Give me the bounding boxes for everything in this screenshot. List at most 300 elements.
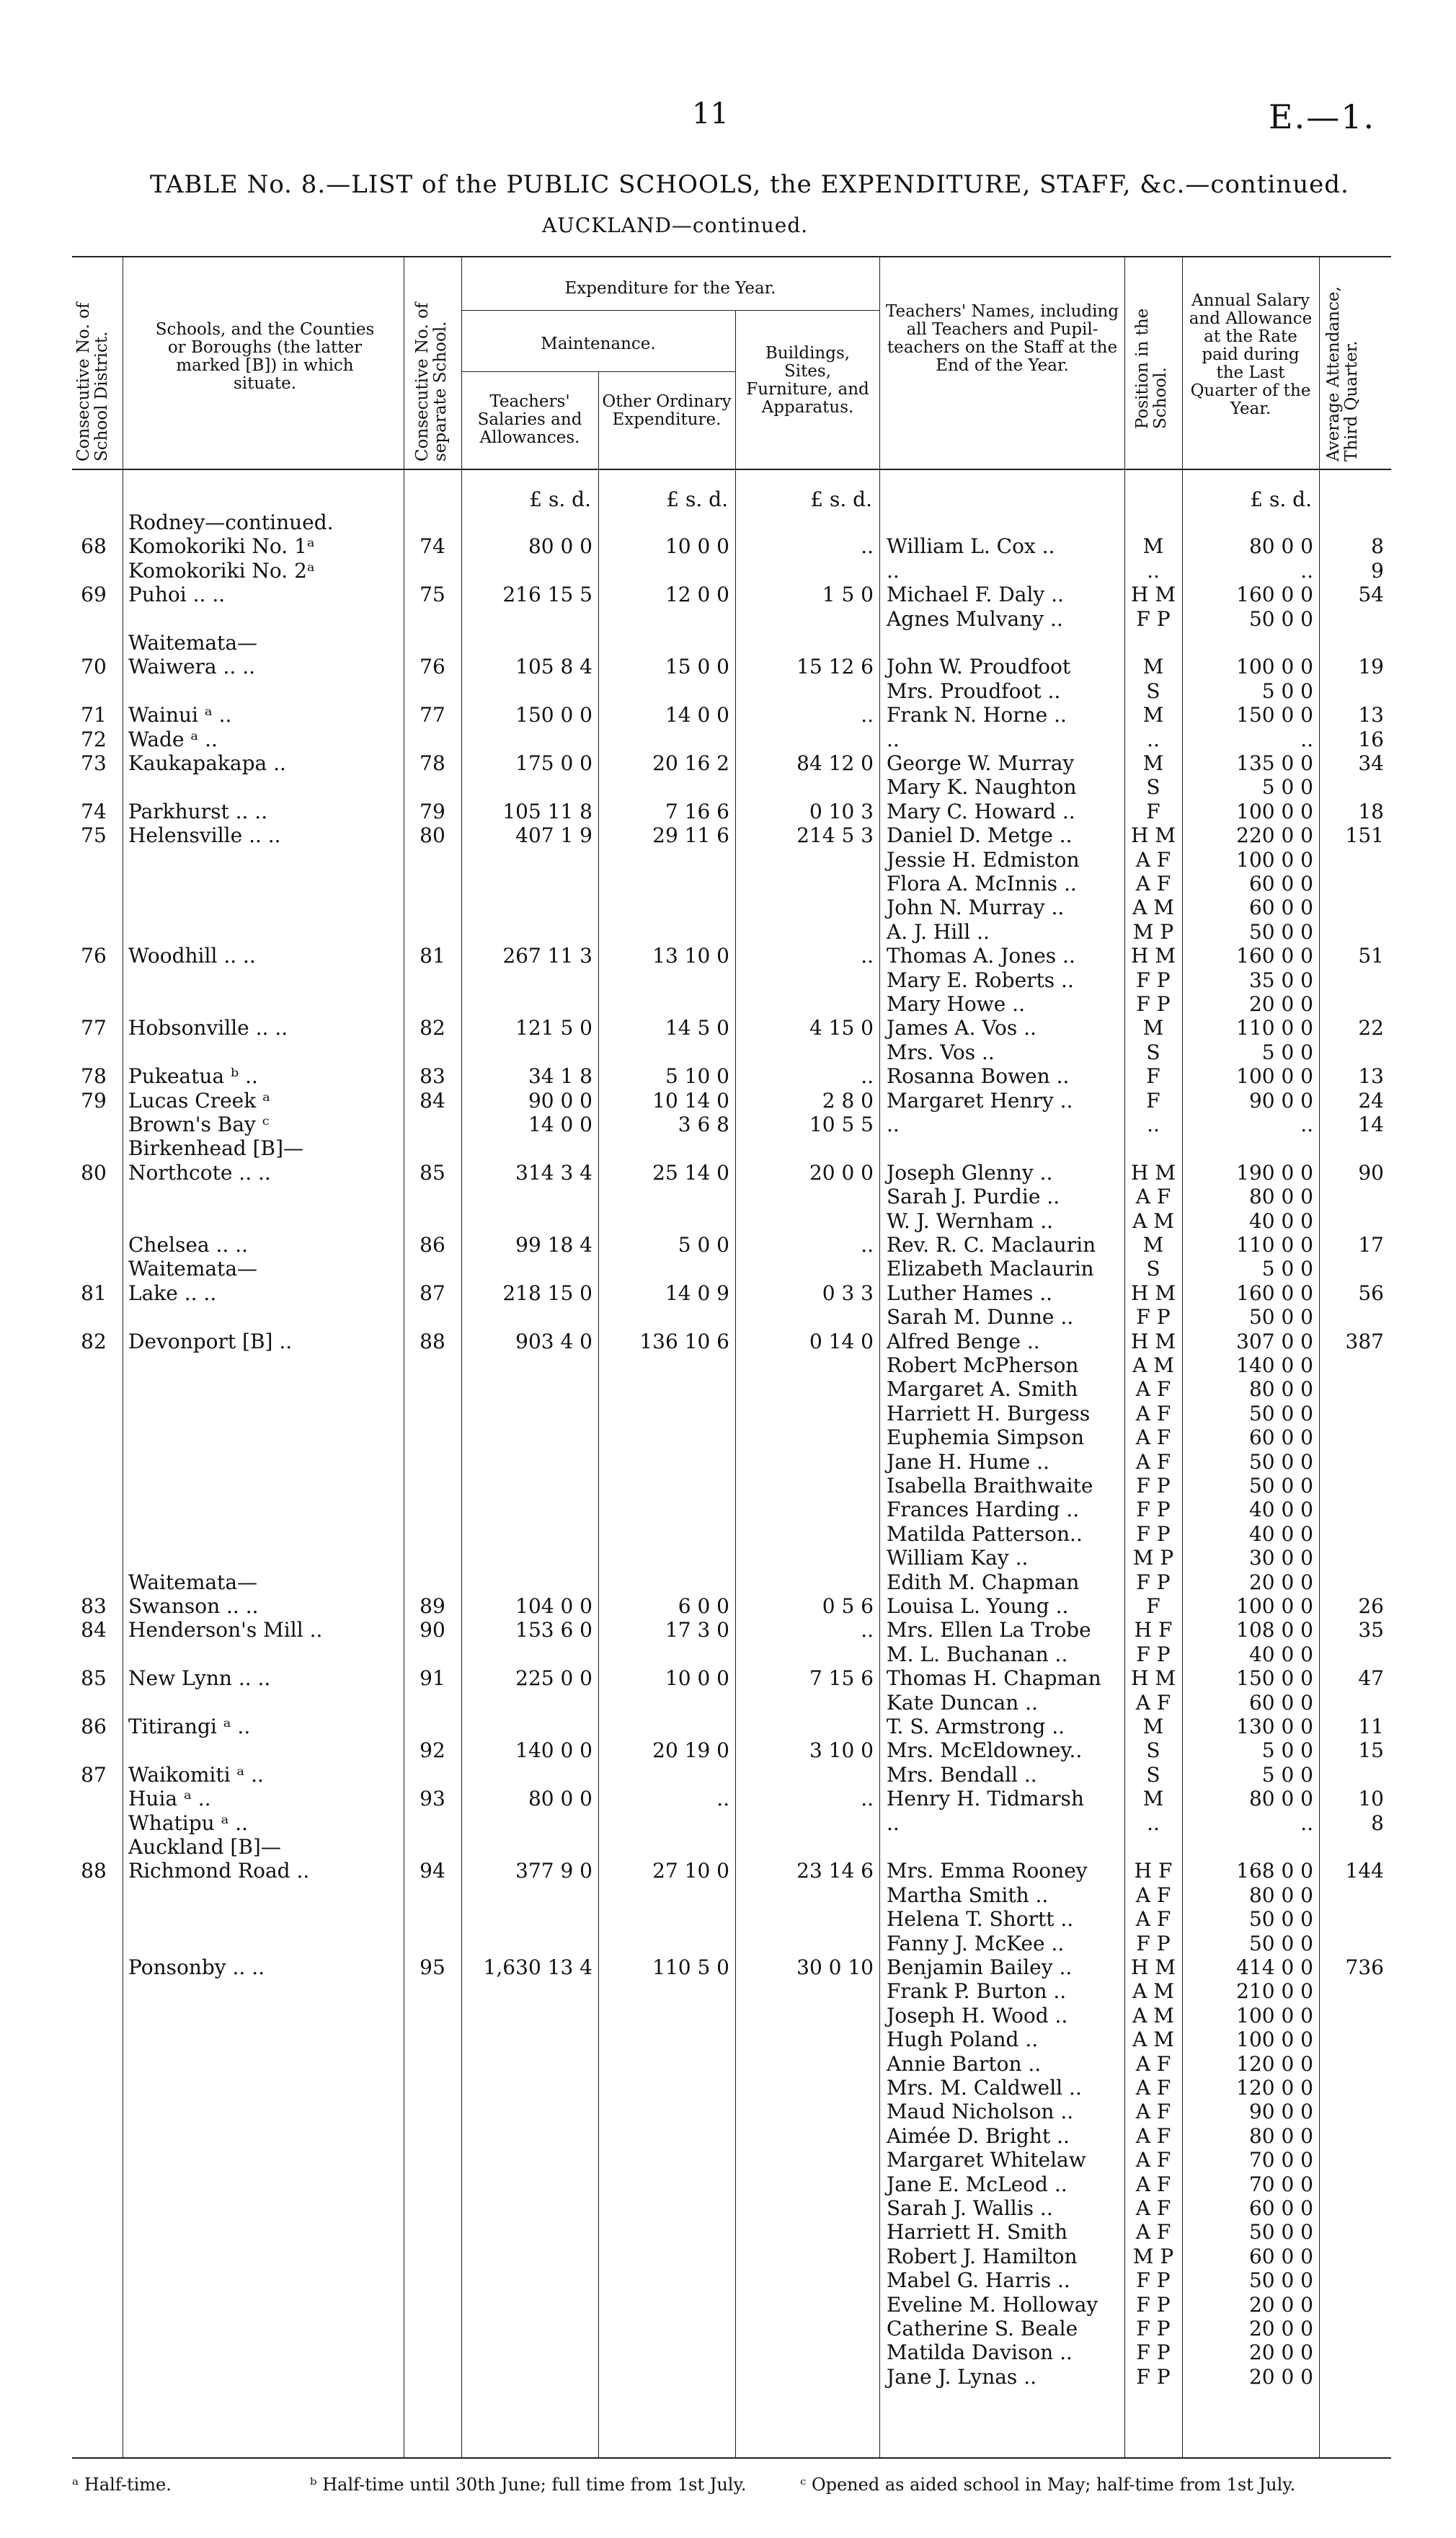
- district-no-cell: 68: [81, 534, 107, 559]
- header-school-no: Consecutive No. of separate School.: [413, 302, 450, 461]
- annual-salary-cell: 60 0 0: [1248, 2196, 1313, 2220]
- position-cell: F P: [1136, 2340, 1171, 2365]
- salaries-cell: 105 11 8: [502, 799, 592, 823]
- annual-salary-cell: 220 0 0: [1236, 823, 1313, 848]
- attendance-cell: 26: [1358, 1594, 1384, 1618]
- teacher-name-cell: ..: [887, 558, 900, 583]
- salaries-cell: 90 0 0: [528, 1088, 592, 1113]
- table-title: TABLE No. 8.—LIST of the PUBLIC SCHOOLS, the EXPENDITURE, STAFF, &c.—continued.: [150, 170, 1349, 199]
- position-cell: F: [1146, 1594, 1160, 1618]
- teacher-name-cell: Margaret Whitelaw: [887, 2148, 1086, 2172]
- school-name-cell: Waiwera .. ..: [128, 655, 256, 679]
- annual-salary-cell: 60 0 0: [1248, 2244, 1313, 2268]
- col-rule: [735, 310, 736, 2457]
- attendance-cell: 8: [1371, 1810, 1384, 1835]
- other-expenditure-cell: 20 16 2: [652, 751, 729, 775]
- buildings-cell: 214 5 3: [796, 823, 874, 848]
- school-name-cell: Lucas Creek ᵃ: [128, 1088, 270, 1113]
- teacher-name-cell: Helena T. Shortt ..: [887, 1907, 1074, 1932]
- other-expenditure-cell: 14 0 0: [665, 703, 729, 728]
- position-cell: F P: [1136, 2364, 1171, 2389]
- school-name-cell: Wade ᵃ ..: [128, 727, 218, 751]
- school-name-cell: Rodney—continued.: [128, 510, 334, 534]
- annual-salary-cell: 307 0 0: [1236, 1329, 1313, 1353]
- school-name-cell: Komokoriki No. 2ᵃ: [128, 558, 315, 583]
- teacher-name-cell: Mary Howe ..: [887, 992, 1025, 1016]
- other-expenditure-cell: 25 14 0: [652, 1160, 729, 1185]
- annual-salary-cell: 50 0 0: [1248, 606, 1313, 631]
- expenditure-rule: [461, 310, 879, 311]
- annual-salary-cell: 70 0 0: [1248, 2172, 1313, 2196]
- school-no-cell: 77: [420, 703, 445, 728]
- teacher-name-cell: Joseph H. Wood ..: [887, 2003, 1068, 2028]
- school-name-cell: Swanson .. ..: [128, 1594, 259, 1618]
- buildings-cell: 10 5 5: [809, 1113, 874, 1136]
- teacher-name-cell: Jane H. Hume ..: [887, 1449, 1049, 1474]
- annual-salary-cell: 80 0 0: [1248, 2123, 1313, 2148]
- teacher-name-cell: Daniel D. Metge ..: [887, 823, 1073, 848]
- school-no-cell: 74: [420, 534, 445, 559]
- other-expenditure-cell: 5 10 0: [665, 1064, 729, 1089]
- district-no-cell: 78: [81, 1064, 107, 1089]
- position-cell: F P: [1136, 1642, 1171, 1666]
- position-cell: F P: [1136, 1570, 1171, 1594]
- salaries-cell: 99 18 4: [515, 1233, 592, 1257]
- teacher-name-cell: Mary C. Howard ..: [887, 799, 1075, 823]
- teacher-name-cell: Mabel G. Harris ..: [887, 2268, 1070, 2293]
- annual-salary-cell: 414 0 0: [1236, 1955, 1313, 1979]
- teacher-name-cell: Frank N. Horne ..: [887, 703, 1067, 728]
- teacher-name-cell: Fanny J. McKee ..: [887, 1931, 1065, 1955]
- annual-salary-cell: 40 0 0: [1248, 1521, 1313, 1546]
- position-cell: A F: [1135, 847, 1171, 872]
- teacher-name-cell: Sarah J. Purdie ..: [887, 1185, 1060, 1209]
- district-no-cell: 69: [81, 583, 107, 607]
- teacher-name-cell: Mrs. Ellen La Trobe: [887, 1618, 1091, 1642]
- district-no-cell: 72: [81, 727, 107, 751]
- other-expenditure-cell: 10 14 0: [652, 1088, 729, 1113]
- teacher-name-cell: Mary E. Roberts ..: [887, 968, 1074, 992]
- school-name-cell: Helensville .. ..: [128, 823, 281, 848]
- header-maintenance: Maintenance.: [541, 335, 656, 353]
- attendance-cell: 16: [1358, 727, 1384, 751]
- attendance-cell: 18: [1358, 799, 1384, 823]
- annual-salary-cell: 5 0 0: [1261, 1257, 1313, 1281]
- position-cell: A F: [1135, 2172, 1171, 2196]
- attendance-cell: 9: [1371, 558, 1384, 583]
- attendance-cell: 56: [1358, 1281, 1384, 1305]
- teacher-name-cell: Harriett H. Burgess: [887, 1401, 1091, 1425]
- teacher-name-cell: ..: [887, 1810, 900, 1835]
- footnote-a: ᵃ Half-time.: [72, 2475, 172, 2495]
- position-cell: F: [1146, 1088, 1160, 1113]
- position-cell: M: [1142, 655, 1164, 679]
- position-cell: F P: [1136, 2317, 1171, 2340]
- annual-salary-cell: 108 0 0: [1236, 1618, 1313, 1642]
- teacher-name-cell: Frank P. Burton ..: [887, 1979, 1067, 2004]
- teacher-name-cell: Luther Hames ..: [887, 1281, 1053, 1305]
- salaries-cell: 34 1 8: [528, 1064, 592, 1089]
- annual-salary-cell: 130 0 0: [1236, 1715, 1313, 1738]
- position-cell: M: [1142, 1016, 1164, 1040]
- annual-salary-cell: 20 0 0: [1248, 2340, 1313, 2365]
- position-cell: A F: [1135, 2100, 1171, 2124]
- salaries-cell: 153 6 0: [515, 1618, 592, 1642]
- annual-salary-cell: 5 0 0: [1261, 775, 1313, 800]
- annual-salary-cell: 50 0 0: [1248, 1907, 1313, 1932]
- teacher-name-cell: Margaret Henry ..: [887, 1088, 1073, 1113]
- currency-other: £ s. d.: [666, 487, 728, 511]
- buildings-cell: ..: [861, 703, 874, 728]
- annual-salary-cell: 110 0 0: [1236, 1016, 1313, 1040]
- other-expenditure-cell: 17 3 0: [665, 1618, 729, 1642]
- teacher-name-cell: Benjamin Bailey ..: [887, 1955, 1073, 1979]
- annual-salary-cell: 100 0 0: [1236, 655, 1313, 679]
- header-other-expenditure: Other Ordinary Expenditure.: [602, 392, 732, 429]
- district-no-cell: 86: [81, 1715, 107, 1738]
- teacher-name-cell: Hugh Poland ..: [887, 2028, 1039, 2052]
- salaries-cell: 218 15 0: [502, 1281, 592, 1305]
- annual-salary-cell: 50 0 0: [1248, 2220, 1313, 2245]
- school-no-cell: 95: [420, 1955, 445, 1979]
- teacher-name-cell: Rev. R. C. Maclaurin: [887, 1233, 1096, 1257]
- school-name-cell: Ponsonby .. ..: [128, 1955, 265, 1979]
- position-cell: A F: [1135, 1690, 1171, 1715]
- buildings-cell: 84 12 0: [796, 751, 874, 775]
- teacher-name-cell: Eveline M. Holloway: [887, 2292, 1098, 2317]
- position-cell: F P: [1136, 2268, 1171, 2293]
- position-cell: F P: [1136, 1474, 1171, 1498]
- position-cell: A F: [1135, 1377, 1171, 1402]
- position-cell: A F: [1135, 1185, 1171, 1209]
- school-name-cell: Wainui ᵃ ..: [128, 703, 232, 728]
- position-cell: ..: [1147, 727, 1160, 751]
- teacher-name-cell: M. L. Buchanan ..: [887, 1642, 1068, 1666]
- position-cell: S: [1146, 1738, 1160, 1763]
- salaries-cell: 80 0 0: [528, 1787, 592, 1811]
- annual-salary-cell: 100 0 0: [1236, 799, 1313, 823]
- teacher-name-cell: Sarah J. Wallis ..: [887, 2196, 1053, 2220]
- annual-salary-cell: 50 0 0: [1248, 1931, 1313, 1955]
- annual-salary-cell: 50 0 0: [1248, 1474, 1313, 1498]
- teacher-name-cell: Mrs. Vos ..: [887, 1040, 995, 1064]
- annual-salary-cell: 5 0 0: [1261, 1040, 1313, 1064]
- school-no-cell: 80: [420, 823, 445, 848]
- teacher-name-cell: Jessie H. Edmiston: [887, 847, 1080, 872]
- buildings-cell: ..: [861, 1233, 874, 1257]
- header-district-no: Consecutive No. of School District.: [74, 302, 111, 461]
- school-name-cell: Waitemata—: [128, 1257, 258, 1281]
- other-expenditure-cell: 14 5 0: [665, 1016, 729, 1040]
- currency-buildings: £ s. d.: [810, 487, 872, 511]
- position-cell: F: [1146, 1064, 1160, 1089]
- district-no-cell: 84: [81, 1618, 107, 1642]
- position-cell: M: [1142, 751, 1164, 775]
- district-no-cell: 79: [81, 1088, 107, 1113]
- teacher-name-cell: Jane J. Lynas ..: [887, 2364, 1036, 2389]
- annual-salary-cell: 100 0 0: [1236, 2028, 1313, 2052]
- position-cell: H M: [1131, 1666, 1176, 1691]
- teacher-name-cell: Robert J. Hamilton: [887, 2244, 1078, 2268]
- attendance-cell: 22: [1358, 1016, 1384, 1040]
- position-cell: F P: [1136, 1521, 1171, 1546]
- annual-salary-cell: 20 0 0: [1248, 2364, 1313, 2389]
- other-expenditure-cell: 110 5 0: [652, 1955, 729, 1979]
- buildings-cell: 15 12 6: [796, 655, 874, 679]
- teacher-name-cell: Agnes Mulvany ..: [887, 606, 1063, 631]
- annual-salary-cell: 60 0 0: [1248, 872, 1313, 896]
- attendance-cell: 47: [1358, 1666, 1384, 1691]
- position-cell: S: [1146, 1257, 1160, 1281]
- position-cell: A F: [1135, 2076, 1171, 2100]
- position-cell: S: [1146, 1762, 1160, 1787]
- teacher-name-cell: Mrs. Proudfoot ..: [887, 678, 1061, 703]
- buildings-cell: ..: [861, 944, 874, 968]
- attendance-cell: 90: [1358, 1160, 1384, 1185]
- annual-salary-cell: 20 0 0: [1248, 1570, 1313, 1594]
- attendance-cell: 144: [1345, 1859, 1384, 1883]
- annual-salary-cell: 50 0 0: [1248, 1305, 1313, 1330]
- annual-salary-cell: 50 0 0: [1248, 1401, 1313, 1425]
- position-cell: A F: [1135, 2196, 1171, 2220]
- district-no-cell: 88: [81, 1859, 107, 1883]
- annual-salary-cell: 160 0 0: [1236, 944, 1313, 968]
- header-expenditure: Expenditure for the Year.: [564, 279, 776, 298]
- position-cell: S: [1146, 678, 1160, 703]
- position-cell: S: [1146, 775, 1160, 800]
- annual-salary-cell: 20 0 0: [1248, 992, 1313, 1016]
- annual-salary-cell: 168 0 0: [1236, 1859, 1313, 1883]
- school-no-cell: 92: [420, 1738, 445, 1763]
- position-cell: H M: [1131, 823, 1176, 848]
- school-name-cell: Komokoriki No. 1ᵃ: [128, 534, 315, 559]
- annual-salary-cell: 80 0 0: [1248, 1787, 1313, 1811]
- school-no-cell: 75: [420, 583, 445, 607]
- district-no-cell: 76: [81, 944, 107, 968]
- teacher-name-cell: A. J. Hill ..: [887, 919, 990, 944]
- position-cell: M P: [1132, 1546, 1174, 1570]
- annual-salary-cell: 80 0 0: [1248, 1883, 1313, 1907]
- school-no-cell: 93: [420, 1787, 445, 1811]
- position-cell: A F: [1135, 872, 1171, 896]
- buildings-cell: 4 15 0: [809, 1016, 874, 1040]
- annual-salary-cell: 50 0 0: [1248, 919, 1313, 944]
- teacher-name-cell: W. J. Wernham ..: [887, 1208, 1053, 1233]
- teacher-name-cell: Euphemia Simpson: [887, 1425, 1084, 1450]
- teacher-name-cell: Kate Duncan ..: [887, 1690, 1038, 1715]
- header-bottom-rule: [72, 469, 1391, 470]
- teacher-name-cell: John N. Murray ..: [887, 896, 1065, 920]
- other-expenditure-cell: 136 10 6: [639, 1329, 729, 1353]
- position-cell: H M: [1131, 1955, 1176, 1979]
- school-no-cell: 87: [420, 1281, 445, 1305]
- other-expenditure-cell: 12 0 0: [665, 583, 729, 607]
- salaries-cell: 140 0 0: [515, 1738, 592, 1763]
- annual-salary-cell: ..: [1300, 727, 1313, 751]
- teacher-name-cell: Maud Nicholson ..: [887, 2100, 1074, 2124]
- position-cell: A M: [1132, 896, 1174, 920]
- attendance-cell: 151: [1345, 823, 1384, 848]
- teacher-name-cell: Elizabeth Maclaurin: [887, 1257, 1094, 1281]
- annual-salary-cell: 120 0 0: [1236, 2051, 1313, 2076]
- position-cell: A M: [1132, 1353, 1174, 1377]
- annual-salary-cell: 80 0 0: [1248, 534, 1313, 559]
- school-no-cell: 83: [420, 1064, 445, 1089]
- attendance-cell: 17: [1358, 1233, 1384, 1257]
- annual-salary-cell: ..: [1300, 1810, 1313, 1835]
- teacher-name-cell: Frances Harding ..: [887, 1498, 1080, 1522]
- teacher-name-cell: Annie Barton ..: [887, 2051, 1042, 2076]
- position-cell: F: [1146, 799, 1160, 823]
- teacher-name-cell: ..: [887, 727, 900, 751]
- school-name-cell: New Lynn .. ..: [128, 1666, 271, 1691]
- teacher-name-cell: Rosanna Bowen ..: [887, 1064, 1070, 1089]
- school-name-cell: Richmond Road ..: [128, 1859, 310, 1883]
- teacher-name-cell: Catherine S. Beale: [887, 2317, 1078, 2340]
- annual-salary-cell: 100 0 0: [1236, 2003, 1313, 2028]
- position-cell: F P: [1136, 992, 1171, 1016]
- teacher-name-cell: William Kay ..: [887, 1546, 1029, 1570]
- school-no-cell: 82: [420, 1016, 445, 1040]
- footnote-b: ᵇ Half-time until 30th June; full time from 1st July.: [310, 2475, 747, 2495]
- school-no-cell: 84: [420, 1088, 445, 1113]
- other-expenditure-cell: 7 16 6: [665, 799, 729, 823]
- annual-salary-cell: 60 0 0: [1248, 896, 1313, 920]
- attendance-cell: 13: [1358, 1064, 1384, 1089]
- col-rule: [598, 371, 599, 2457]
- annual-salary-cell: 35 0 0: [1248, 968, 1313, 992]
- other-expenditure-cell: ..: [716, 1787, 729, 1811]
- header-teachers-salaries: Teachers' Salaries and Allowances.: [477, 392, 582, 447]
- position-cell: A F: [1135, 2148, 1171, 2172]
- annual-salary-cell: 80 0 0: [1248, 1377, 1313, 1402]
- district-no-cell: 81: [81, 1281, 107, 1305]
- header-buildings: Buildings, Sites, Furniture, and Apparatus.: [746, 344, 869, 417]
- annual-salary-cell: 90 0 0: [1248, 1088, 1313, 1113]
- salaries-cell: 407 1 9: [515, 823, 592, 848]
- district-no-cell: 80: [81, 1160, 107, 1185]
- salaries-cell: 267 11 3: [502, 944, 592, 968]
- position-cell: A M: [1132, 1208, 1174, 1233]
- annual-salary-cell: 140 0 0: [1236, 1353, 1313, 1377]
- school-name-cell: Waikomiti ᵃ ..: [128, 1762, 264, 1787]
- school-name-cell: Waitemata—: [128, 1570, 258, 1594]
- buildings-cell: 7 15 6: [809, 1666, 874, 1691]
- position-cell: H M: [1131, 1160, 1176, 1185]
- annual-salary-cell: 5 0 0: [1261, 1738, 1313, 1763]
- school-name-cell: Woodhill .. ..: [128, 944, 256, 968]
- district-no-cell: 83: [81, 1594, 107, 1618]
- other-expenditure-cell: 6 0 0: [678, 1594, 729, 1618]
- position-cell: H M: [1131, 583, 1176, 607]
- buildings-cell: 20 0 0: [809, 1160, 874, 1185]
- salaries-cell: 377 9 0: [515, 1859, 592, 1883]
- attendance-cell: 10: [1358, 1787, 1384, 1811]
- header-annual-salary: Annual Salary and Allowance at the Rate paid during the Last Quarter of the Year.: [1189, 291, 1313, 418]
- other-expenditure-cell: 15 0 0: [665, 655, 729, 679]
- annual-salary-cell: 70 0 0: [1248, 2148, 1313, 2172]
- annual-salary-cell: 50 0 0: [1248, 2268, 1313, 2293]
- salaries-cell: 150 0 0: [515, 703, 592, 728]
- position-cell: M: [1142, 1787, 1164, 1811]
- buildings-cell: ..: [861, 1787, 874, 1811]
- position-cell: F P: [1136, 968, 1171, 992]
- annual-salary-cell: 40 0 0: [1248, 1498, 1313, 1522]
- position-cell: H F: [1134, 1618, 1173, 1642]
- annual-salary-cell: 100 0 0: [1236, 1064, 1313, 1089]
- school-no-cell: 85: [420, 1160, 445, 1185]
- teacher-name-cell: Isabella Braithwaite: [887, 1474, 1093, 1498]
- teacher-name-cell: Harriett H. Smith: [887, 2220, 1068, 2245]
- position-cell: A F: [1135, 2051, 1171, 2076]
- other-expenditure-cell: 5 0 0: [678, 1233, 729, 1257]
- annual-salary-cell: 190 0 0: [1236, 1160, 1313, 1185]
- annual-salary-cell: 135 0 0: [1236, 751, 1313, 775]
- teacher-name-cell: Mrs. McEldowney..: [887, 1738, 1083, 1763]
- school-name-cell: Pukeatua ᵇ ..: [128, 1064, 258, 1089]
- salaries-cell: 1,630 13 4: [483, 1955, 592, 1979]
- position-cell: A M: [1132, 2003, 1174, 2028]
- other-expenditure-cell: 10 0 0: [665, 534, 729, 559]
- page-number: 11: [692, 97, 729, 131]
- attendance-cell: 387: [1345, 1329, 1384, 1353]
- position-cell: A F: [1135, 1907, 1171, 1932]
- school-name-cell: Kaukapakapa ..: [128, 751, 286, 775]
- position-cell: S: [1146, 1040, 1160, 1064]
- teacher-name-cell: Robert McPherson: [887, 1353, 1079, 1377]
- school-name-cell: Chelsea .. ..: [128, 1233, 249, 1257]
- position-cell: A F: [1135, 1883, 1171, 1907]
- attendance-cell: 54: [1358, 583, 1384, 607]
- buildings-cell: 2 8 0: [822, 1088, 874, 1113]
- district-no-cell: 70: [81, 655, 107, 679]
- school-no-cell: 94: [420, 1859, 445, 1883]
- attendance-cell: 24: [1358, 1088, 1384, 1113]
- teacher-name-cell: Thomas H. Chapman: [887, 1666, 1101, 1691]
- annual-salary-cell: 150 0 0: [1236, 703, 1313, 728]
- teacher-name-cell: Joseph Glenny ..: [887, 1160, 1053, 1185]
- region-title: AUCKLAND—continued.: [542, 213, 809, 237]
- teacher-name-cell: James A. Vos ..: [887, 1016, 1036, 1040]
- currency-salaries: £ s. d.: [529, 487, 591, 511]
- salaries-cell: 104 0 0: [515, 1594, 592, 1618]
- annual-salary-cell: 40 0 0: [1248, 1208, 1313, 1233]
- teacher-name-cell: John W. Proudfoot: [887, 655, 1071, 679]
- position-cell: H M: [1131, 1329, 1176, 1353]
- position-cell: M: [1142, 534, 1164, 559]
- teacher-name-cell: Mrs. Emma Rooney: [887, 1859, 1088, 1883]
- other-expenditure-cell: 10 0 0: [665, 1666, 729, 1691]
- position-cell: A M: [1132, 1979, 1174, 2004]
- footnote-c: ᶜ Opened as aided school in May; half-time from 1st July.: [800, 2475, 1296, 2495]
- salaries-cell: 225 0 0: [515, 1666, 592, 1691]
- buildings-cell: 0 5 6: [822, 1594, 874, 1618]
- school-no-cell: 88: [420, 1329, 445, 1353]
- teacher-name-cell: Jane E. McLeod ..: [887, 2172, 1067, 2196]
- attendance-cell: 14: [1358, 1113, 1384, 1136]
- position-cell: F P: [1136, 2292, 1171, 2317]
- teacher-name-cell: Henry H. Tidmarsh: [887, 1787, 1084, 1811]
- annual-salary-cell: 60 0 0: [1248, 1690, 1313, 1715]
- table-bottom-rule: [72, 2457, 1391, 2459]
- salaries-cell: 314 3 4: [515, 1160, 592, 1185]
- annual-salary-cell: 210 0 0: [1236, 1979, 1313, 2004]
- school-name-cell: Puhoi .. ..: [128, 583, 226, 607]
- other-expenditure-cell: 14 0 9: [665, 1281, 729, 1305]
- salaries-cell: 216 15 5: [502, 583, 592, 607]
- teacher-name-cell: Mrs. M. Caldwell ..: [887, 2076, 1082, 2100]
- annual-salary-cell: 110 0 0: [1236, 1233, 1313, 1257]
